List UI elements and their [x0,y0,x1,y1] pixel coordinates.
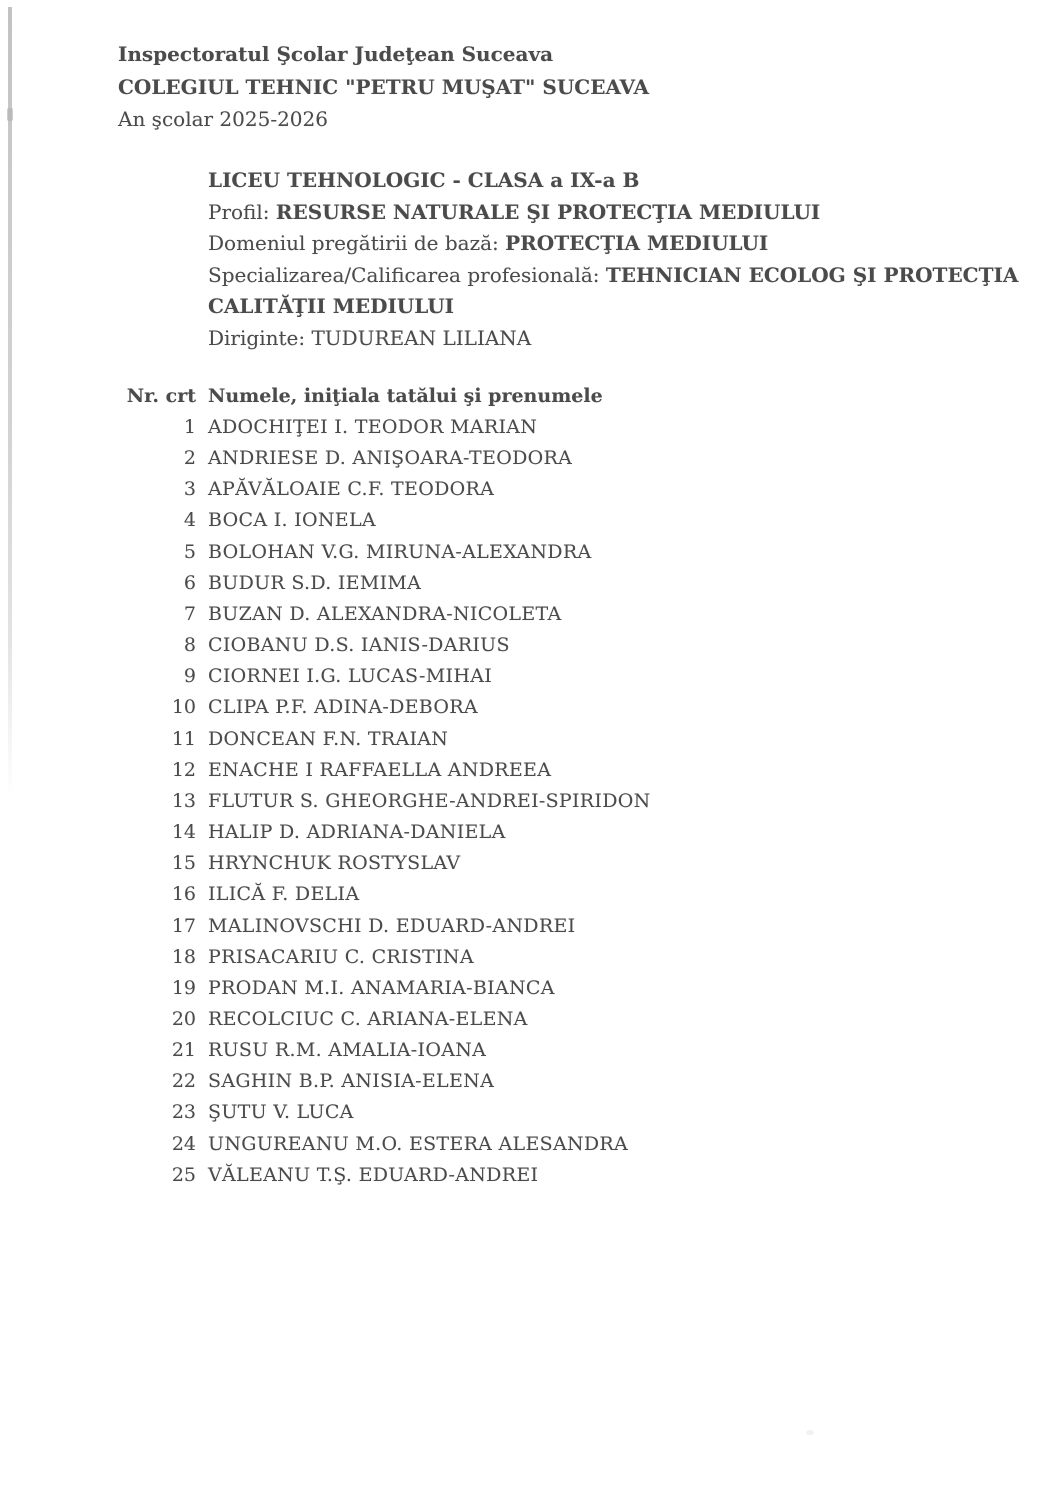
student-name: BUDUR S.D. IEMIMA [208,571,422,594]
student-number: 20 [171,1007,196,1030]
student-number: 16 [171,883,196,906]
specialization-line [208,260,1023,323]
student-number: 19 [171,976,196,999]
student-name: RUSU R.M. AMALIA-IOANA [208,1039,487,1062]
student-number: 13 [171,789,196,812]
student-name: ANDRIESE D. ANIŞOARA-TEODORA [208,447,573,470]
student-number: 17 [171,914,196,937]
student-name: VĂLEANU T.Ş. EDUARD-ANDREI [208,1163,539,1186]
student-number: 25 [171,1163,196,1186]
student-name: FLUTUR S. GHEORGHE-ANDREI-SPIRIDON [208,789,651,812]
domain-line [208,228,1023,260]
roster-row [120,1035,651,1066]
student-number: 14 [171,821,196,844]
student-number: 7 [183,602,196,625]
student-name: RECOLCIUC C. ARIANA-ELENA [208,1007,528,1030]
scan-edge-artifact [8,7,12,797]
student-name: CLIPA P.F. ADINA-DEBORA [208,696,478,719]
student-name: MALINOVSCHI D. EDUARD-ANDREI [208,914,576,937]
roster-row [120,817,651,848]
student-name: BOCA I. IONELA [208,509,376,532]
class-info [208,165,1023,355]
domain-label: Domeniul pregătirii de bază: [208,231,506,256]
roster-rows [120,412,651,1191]
class-title: LICEU TEHNOLOGIC - CLASA a IX-a B [208,168,640,192]
specialization-label: Specializarea/Calificarea profesională: [208,262,606,287]
student-number: 21 [171,1039,196,1062]
student-name: ENACHE I RAFFAELLA ANDREEA [208,758,552,781]
roster-row [120,786,651,817]
roster-row [120,911,651,942]
student-number: 9 [183,665,196,688]
student-number: 15 [171,852,196,875]
student-number: 8 [183,634,196,657]
domain-value: PROTECŢIA MEDIULUI [505,231,769,256]
student-number: 3 [183,478,196,501]
roster-row [120,848,651,879]
student-name: CIOBANU D.S. IANIS-DARIUS [208,634,510,657]
school-year: An şcolar 2025-2026 [118,107,328,131]
student-name: DONCEAN F.N. TRAIAN [208,727,449,750]
roster-row [120,755,651,786]
roster-row [120,599,651,630]
roster-header-number: Nr. crt [126,385,196,407]
roster-row [120,474,651,505]
specialization-value: TEHNICIAN ECOLOG ŞI PROTECŢIA CALITĂŢII MEDIULUI [208,262,1019,319]
student-name: UNGUREANU M.O. ESTERA ALESANDRA [208,1132,629,1155]
roster-row [120,879,651,910]
profile-value: RESURSE NATURALE ŞI PROTECŢIA MEDIULUI [275,199,821,224]
student-number: 22 [171,1070,196,1093]
student-name: ŞUTU V. LUCA [208,1101,354,1124]
homeroom-label: Diriginte: [208,325,312,350]
student-name: CIORNEI I.G. LUCAS-MIHAI [208,665,493,688]
student-name: ADOCHIŢEI I. TEODOR MARIAN [208,416,538,438]
student-number: 23 [171,1101,196,1124]
roster-row [120,568,651,599]
student-number: 18 [171,945,196,968]
student-number: 24 [171,1132,196,1155]
roster-header-name: Numele, iniţiala tatălui şi prenumele [208,385,603,407]
student-number: 2 [183,447,196,470]
roster-row [120,1097,651,1128]
homeroom-value: TUDUREAN LILIANA [311,325,532,350]
scan-speck [806,1430,814,1435]
roster-row [120,973,651,1004]
roster-row [120,724,651,755]
roster-row [120,1129,651,1160]
student-name: ILICĂ F. DELIA [208,883,360,906]
student-number: 11 [171,727,196,750]
student-name: PRISACARIU C. CRISTINA [208,945,474,968]
profile-line [208,197,1023,229]
roster-header [120,382,603,410]
student-number: 12 [171,758,196,781]
student-name: BUZAN D. ALEXANDRA-NICOLETA [208,602,562,625]
roster-row [120,942,651,973]
student-name: APĂVĂLOAIE C.F. TEODORA [208,478,495,501]
student-number: 5 [183,540,196,563]
roster-row [120,1004,651,1035]
roster-row [120,1066,651,1097]
scan-edge-artifact-blob [7,108,13,121]
roster-row [120,1160,651,1191]
roster-row [120,692,651,723]
roster-row [120,630,651,661]
student-number: 4 [183,509,196,532]
roster-row [120,505,651,536]
roster-row [120,443,651,474]
student-name: PRODAN M.I. ANAMARIA-BIANCA [208,976,555,999]
roster-row [120,537,651,568]
student-number: 10 [171,696,196,719]
roster-row [120,661,651,692]
student-name: SAGHIN B.P. ANISIA-ELENA [208,1070,495,1093]
student-name: BOLOHAN V.G. MIRUNA-ALEXANDRA [208,540,592,563]
student-number: 1 [183,416,196,438]
homeroom-line [208,323,1023,355]
student-number: 6 [183,571,196,594]
student-name: HALIP D. ADRIANA-DANIELA [208,821,506,844]
student-name: HRYNCHUK ROSTYSLAV [208,852,461,875]
school-name: COLEGIUL TEHNIC "PETRU MUŞAT" SUCEAVA [118,74,650,99]
profile-label: Profil: [208,199,276,224]
letterhead [118,38,649,136]
inspectorate-name: Inspectoratul Şcolar Judeţean Suceava [118,42,554,66]
roster-row [120,412,651,443]
